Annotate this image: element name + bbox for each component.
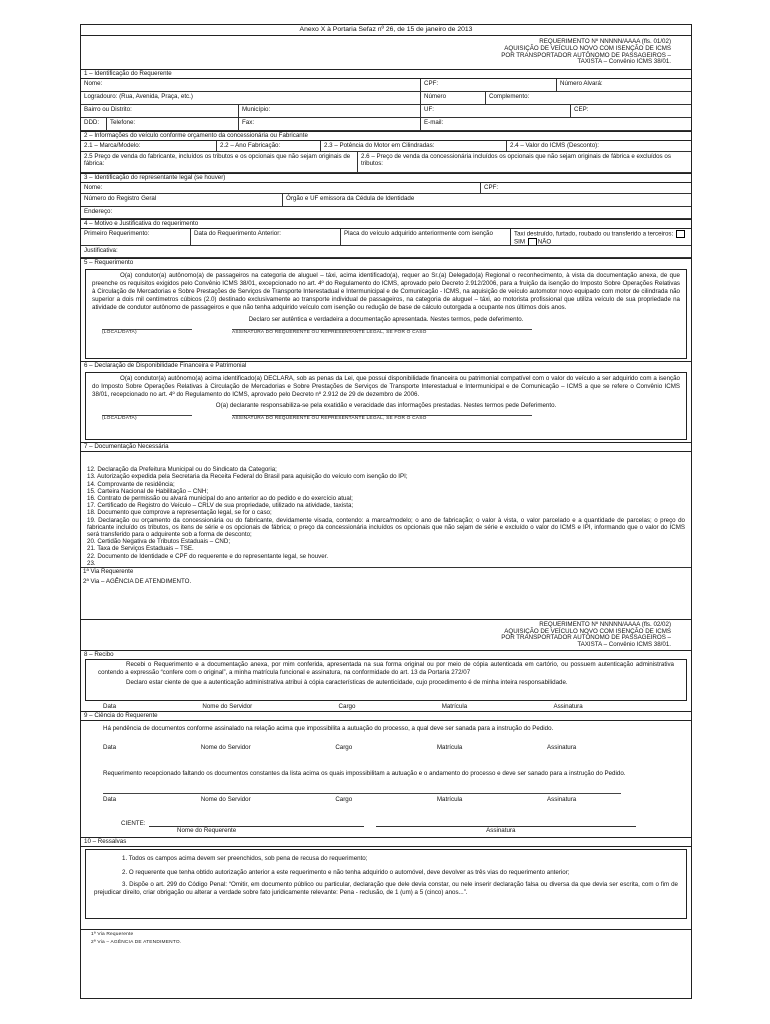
- section-7-title: 7 – Documentação Necessária: [81, 442, 691, 452]
- list-item: 22. Documento de Identidade e CPF do requerente e do representante legal, se houver.: [87, 552, 329, 560]
- req-line: AQUISIÇÃO DE VEÍCULO NOVO COM ISENÇÃO DE ICMS: [504, 44, 671, 52]
- section-10-title: 10 – Ressalvas: [81, 837, 691, 847]
- list-item: 13. Autorização expedida pela Secretaria da Receita Federal do Brasil para aquisição do veículo com isenção do IPI;: [87, 473, 408, 481]
- ciencia-matricula-1: Matrícula: [436, 744, 463, 752]
- list-item: 21. Taxa de Serviços Estaduais – TSE.: [87, 545, 194, 553]
- ciente-row: [103, 820, 681, 827]
- field-bairro[interactable]: Bairro ou Distrito:: [81, 105, 239, 117]
- ciencia-signature-row-2: [103, 794, 681, 804]
- sim-label: SIM: [514, 238, 526, 246]
- ciencia-cargo-2: Cargo: [335, 796, 353, 804]
- via-requerente: 1ª Via Requerente: [81, 567, 691, 575]
- annex-title: Anexo X à Portaria Sefaz nº 26, de 15 de janeiro de 2013: [81, 25, 691, 36]
- section-3-title: 3 – Identificação do representante legal (se houver): [81, 173, 691, 183]
- list-item: 17. Certificado de Registro do Veículo – CRLV de sua propriedade, utilizado na atividade, taxista;: [87, 502, 354, 510]
- footer-via-2: 2ª Via – AGÊNCIA DE ATENDIMENTO.: [91, 940, 182, 946]
- section-6-box: [85, 372, 687, 440]
- ciencia-data-2: Data: [103, 796, 117, 804]
- signature-row-6: [92, 415, 680, 421]
- recibo-servidor: Nome do Servidor: [202, 703, 253, 711]
- ciencia-data-1: Data: [103, 744, 117, 752]
- section-10-box: [85, 849, 687, 919]
- ciencia-signature-row-1: [103, 734, 681, 752]
- section-8-title: 8 – Recibo: [81, 650, 691, 659]
- ciencia-p2: Requerimento recepcionado faltando os documentos constantes da lista acima os quais impossibilitam a autuação e o andamento do processo e deve ser sanado para a instrução do Pedido.: [103, 770, 626, 778]
- checkbox-sim[interactable]: [676, 230, 685, 238]
- field-ddd[interactable]: DDD:: [81, 118, 107, 130]
- field-municipio[interactable]: Município:: [239, 105, 421, 117]
- recibo-matricula: Matrícula: [441, 703, 468, 711]
- section-6-title: 6 – Declaração de Disponibilidade Financeira e Patrimonial: [81, 361, 691, 370]
- recibo-data: Data: [103, 703, 117, 711]
- requirement-heading-2: [81, 619, 691, 649]
- recibo-signature-row: [81, 703, 691, 711]
- footer-via-1: 1ª Via Requerente: [91, 932, 134, 938]
- list-item: 16. Contrato de permissão ou alvará municipal do ano anterior ao do pedido e do exercício atual;: [87, 495, 353, 502]
- local-data-5: (LOCAL/DATA): [102, 329, 192, 335]
- field-rep-orgao[interactable]: Órgão e UF emissora da Cédula de Identidade: [286, 195, 415, 203]
- field-potencia[interactable]: 2.3 – Potência do Motor em Cilindradas:: [321, 141, 507, 151]
- list-item: 19. Declaração ou orçamento da concessionária ou do fabricante, devidamente visada, contendo: a marca/modelo; o ano de fabricação; o valor à vista, o valor parcelado e a quantidade de parcelas; o preço do fabricante incluído os tributos, os itens de série e os opcionais de fábrica; o preço da concessionária incluídos os opcionais que não sejam de série e excluído o valor do ICMS e IPI, informando que o valor do ICMS será transferido para o adquirente sob a forma de desconto;: [87, 516, 685, 539]
- field-complemento[interactable]: Complemento:: [489, 93, 530, 101]
- ciente-label: CIENTE:: [121, 820, 146, 828]
- field-primeiro-req[interactable]: Primeiro Requerimento:: [81, 229, 191, 245]
- field-cpf[interactable]: CPF:: [421, 79, 557, 91]
- req-line: REQUERIMENTO Nº NNNNN/AAAA (fls. 02/02): [539, 620, 671, 628]
- section-5-title: 5 – Requerimento: [81, 258, 691, 267]
- field-cep[interactable]: CEP:: [574, 106, 589, 114]
- ciencia-assinatura-2: Assinatura: [547, 796, 577, 804]
- field-placa[interactable]: Placa do veículo adquirido anteriormente com isenção: [341, 229, 511, 245]
- field-marca[interactable]: 2.1 – Marca/Modelo:: [81, 141, 217, 151]
- req-line: POR TRANSPORTADOR AUTÔNOMO DE PASSAGEIROS –: [501, 634, 671, 642]
- field-rep-nome[interactable]: Nome:: [81, 183, 481, 193]
- ciencia-p1: Há pendência de documentos conforme assinalado na relação acima que impossibilita a autuação do processo, a qual deve ser sanada para a instrução do Pedido.: [103, 725, 554, 733]
- recibo-p2: Declaro estar ciente de que a autenticação administrativa atribui à cópia características de autenticidade, cujo procedimento é de minha inteira responsabilidade.: [126, 678, 568, 686]
- requerimento-declaration: Declaro ser autêntica e verdadeira a documentação apresentada. Nestes termos, pede deferimento.: [248, 315, 524, 323]
- list-item: 23.: [87, 559, 96, 567]
- list-item: 12. Declaração da Prefeitura Municipal ou do Sindicato da Categoria;: [87, 466, 277, 474]
- ciente-labels: [103, 827, 681, 835]
- assinatura-5: ASSINATURA DO REQUERENTE OU REPRESENTANTE LEGAL, SE FOR O CASO: [232, 329, 532, 335]
- section-1-title: 1 – Identificação do Requerente: [81, 69, 691, 79]
- section-4-title: 4 – Motivo e Justificativa do requerimento: [81, 219, 691, 229]
- section-9-body: [81, 721, 691, 835]
- field-telefone[interactable]: Telefone:: [107, 118, 239, 130]
- field-rep-rg[interactable]: Número do Registro Geral: [81, 194, 283, 206]
- field-preco-fabricante[interactable]: 2.5 Preço de venda do fabricante, incluídos os tributos e os opcionais que não sejam originais de fábrica:: [81, 152, 358, 172]
- list-item: 14. Comprovante de residência;: [87, 480, 175, 488]
- via-agencia: 2ª Via – AGÊNCIA DE ATENDIMENTO.: [83, 578, 192, 586]
- req-line: TAXISTA – Convênio ICMS 38/01.: [577, 58, 671, 66]
- field-alvara[interactable]: Número Alvará:: [560, 80, 603, 88]
- req-line: POR TRANSPORTADOR AUTÔNOMO DE PASSAGEIROS –: [501, 51, 671, 59]
- req-line: AQUISIÇÃO DE VEÍCULO NOVO COM ISENÇÃO DE ICMS: [504, 627, 671, 635]
- field-fax[interactable]: Fax:: [239, 118, 421, 130]
- ciencia-servidor-1: Nome do Servidor: [200, 744, 251, 752]
- taxi-label: Taxi destruído, furtado, roubado ou transferido a terceiros:: [514, 230, 674, 238]
- field-ano[interactable]: 2.2 – Ano Fabricação:: [217, 141, 321, 151]
- list-item: 20. Certidão Negativa de Tributos Estaduais – CND;: [87, 538, 231, 546]
- disponibilidade-text: O(a) condutor(a) autônomo(a) acima identificado(a) DECLARA, sob as penas da Lei, que possui disponibilidade financeira ou patrimonial compatível com o valor do veículo a ser adquirido com a isenção do Imposto Sobre Operações Relativas à Circulação de Mercadorias e Sobre Prestações de Serviços de Transporte Interestadual e Intermunicipal e de Comunicação – ICMS a que se refere o Convênio ICMS 38/01, recepcionado no art. 4º do Regulamento do ICMS, aprovado pelo Decreto nº 2.912 de 29 de dezembro de 2006.: [92, 375, 680, 398]
- req-line: REQUERIMENTO Nº NNNNN/AAAA (fls. 01/02): [539, 38, 671, 45]
- document-list: [81, 466, 691, 567]
- section-9-title: 9 – Ciência do Requerente: [81, 711, 691, 721]
- recibo-p1: Recebi o Requerimento e a documentação anexa, por mim conferida, apresentada na sua forma original ou por meio de cópia autenticada em cartório, ou possuem autenticação administrativa contendo a expressão “confere com o original”, a minha matrícula funcional e assinatura, na conformidade do art. 13 da Portaria 272/07: [98, 661, 674, 676]
- list-item: 18. Documento que comprove a representação legal, se for o caso;: [87, 509, 272, 517]
- field-numero[interactable]: Número: [421, 92, 486, 104]
- field-taxi-status: [511, 229, 691, 245]
- checkbox-nao[interactable]: [528, 238, 537, 245]
- field-logradouro[interactable]: Logradouro: (Rua, Avenida, Praça, etc.): [81, 92, 421, 104]
- recibo-assinatura: Assinatura: [553, 703, 583, 711]
- ressalva-2: 2. O requerente que tenha obtido autorização anterior a este requerimento e não tenha adquirido o automóvel, deve devolver as três vias do requerimento anterior;: [122, 869, 570, 877]
- field-data-anterior[interactable]: Data do Requerimento Anterior:: [191, 229, 341, 245]
- footer: [81, 929, 691, 947]
- ciencia-servidor-2: Nome do Servidor: [200, 796, 251, 804]
- ressalva-1: 1. Todos os campos acima devem ser preenchidos, sob pena de recusa do requerimento;: [122, 855, 368, 863]
- ciencia-matricula-2: Matrícula: [436, 796, 463, 804]
- section-8-box: [85, 659, 687, 701]
- field-uf[interactable]: UF:: [421, 105, 571, 117]
- form-sheet: [80, 24, 692, 999]
- ciencia-assinatura-1: Assinatura: [547, 744, 577, 752]
- ciencia-cargo-1: Cargo: [335, 744, 353, 752]
- field-nome[interactable]: Nome:: [81, 79, 421, 91]
- ciente-assinatura: Assinatura: [486, 827, 516, 835]
- field-justificativa[interactable]: Justificativa:: [84, 247, 118, 255]
- ressalva-3: 3. Dispõe o art. 299 do Código Penal: “Omitir, em documento público ou particular, declaração que dele devia constar, ou nele inserir declaração falsa ou diversa da que devia ser escrita, com o fim de prejudicar direito, criar obrigação ou alterar a verdade sobre fato juridicamente relevante: Pena - reclusão, de 1 (um) a 5 (cinco) anos...”.: [94, 881, 678, 896]
- field-rep-cpf[interactable]: CPF:: [484, 184, 499, 192]
- field-preco-concessionaria[interactable]: 2.6 – Preço de venda da concessionária incluídos os opcionais que não sejam originais de fábrica e excluídos os tributos:: [361, 153, 671, 168]
- local-data-6: (LOCAL/DATA): [102, 415, 192, 421]
- list-item: 15. Carteira Nacional de Habilitação – CNH;: [87, 487, 209, 495]
- field-valor-icms[interactable]: 2.4 – Valor do ICMS (Desconto):: [510, 142, 599, 150]
- disponibilidade-declaration: O(a) declarante responsabiliza-se pela exatidão e veracidade das informações prestadas. Nestes termos pede Deferimento.: [215, 401, 557, 409]
- nao-label: NÃO: [537, 238, 552, 246]
- section-5-box: [85, 269, 687, 359]
- signature-row-5: [92, 329, 680, 335]
- assinatura-6: ASSINATURA DO REQUERENTE OU REPRESENTANTE LEGAL, SE FOR O CASO: [232, 415, 532, 421]
- ciente-nome-requerente: Nome do Requerente: [177, 827, 237, 835]
- requerimento-text: O(a) condutor(a) autônomo(a) de passageiros na categoria de aluguel – táxi, acima identificado(a), requer ao Sr.(a) Delegado(a) Regional o reconhecimento, à vista da documentação anexa, de que preenche os requisitos exigidos pelo Convênio ICMS 38/01, excepcionado no art. 4º do Regulamento do ICMS, aprovado pelo Decreto 2.912/2006, para a fruição da isenção do Imposto Sobre Operações Relativas à Circulação de Mercadorias e Sobre Prestações de Serviços de Transporte Interestadual e Intermunicipal e de Comunicação - ICMS, na aquisição de veículo automotor novo equipado com motor de cilindrada não superior a dois mil centímetros cúbicos (2.0) destinado exclusivamente ao transporte individual de passageiros, na categoria de aluguel – táxi, ao motorista profissional que utiliza veículo de sua propriedade na atividade de condutor autônomo de passageiros e que não tenha adquirido veículo com isenção ou redução de base de cálculo outorgada a ocupante nos últimos dois anos.: [92, 272, 680, 311]
- requirement-heading-1: [81, 39, 691, 66]
- req-line: TAXISTA – Convênio ICMS 38/01.: [577, 641, 671, 649]
- field-email[interactable]: E-mail:: [424, 119, 444, 127]
- recibo-cargo: Cargo: [338, 703, 356, 711]
- section-2-title: 2 – Informações do veículo conforme orçamento da concessionária ou Fabricante: [81, 131, 691, 141]
- field-rep-endereco[interactable]: Endereço:: [84, 208, 113, 216]
